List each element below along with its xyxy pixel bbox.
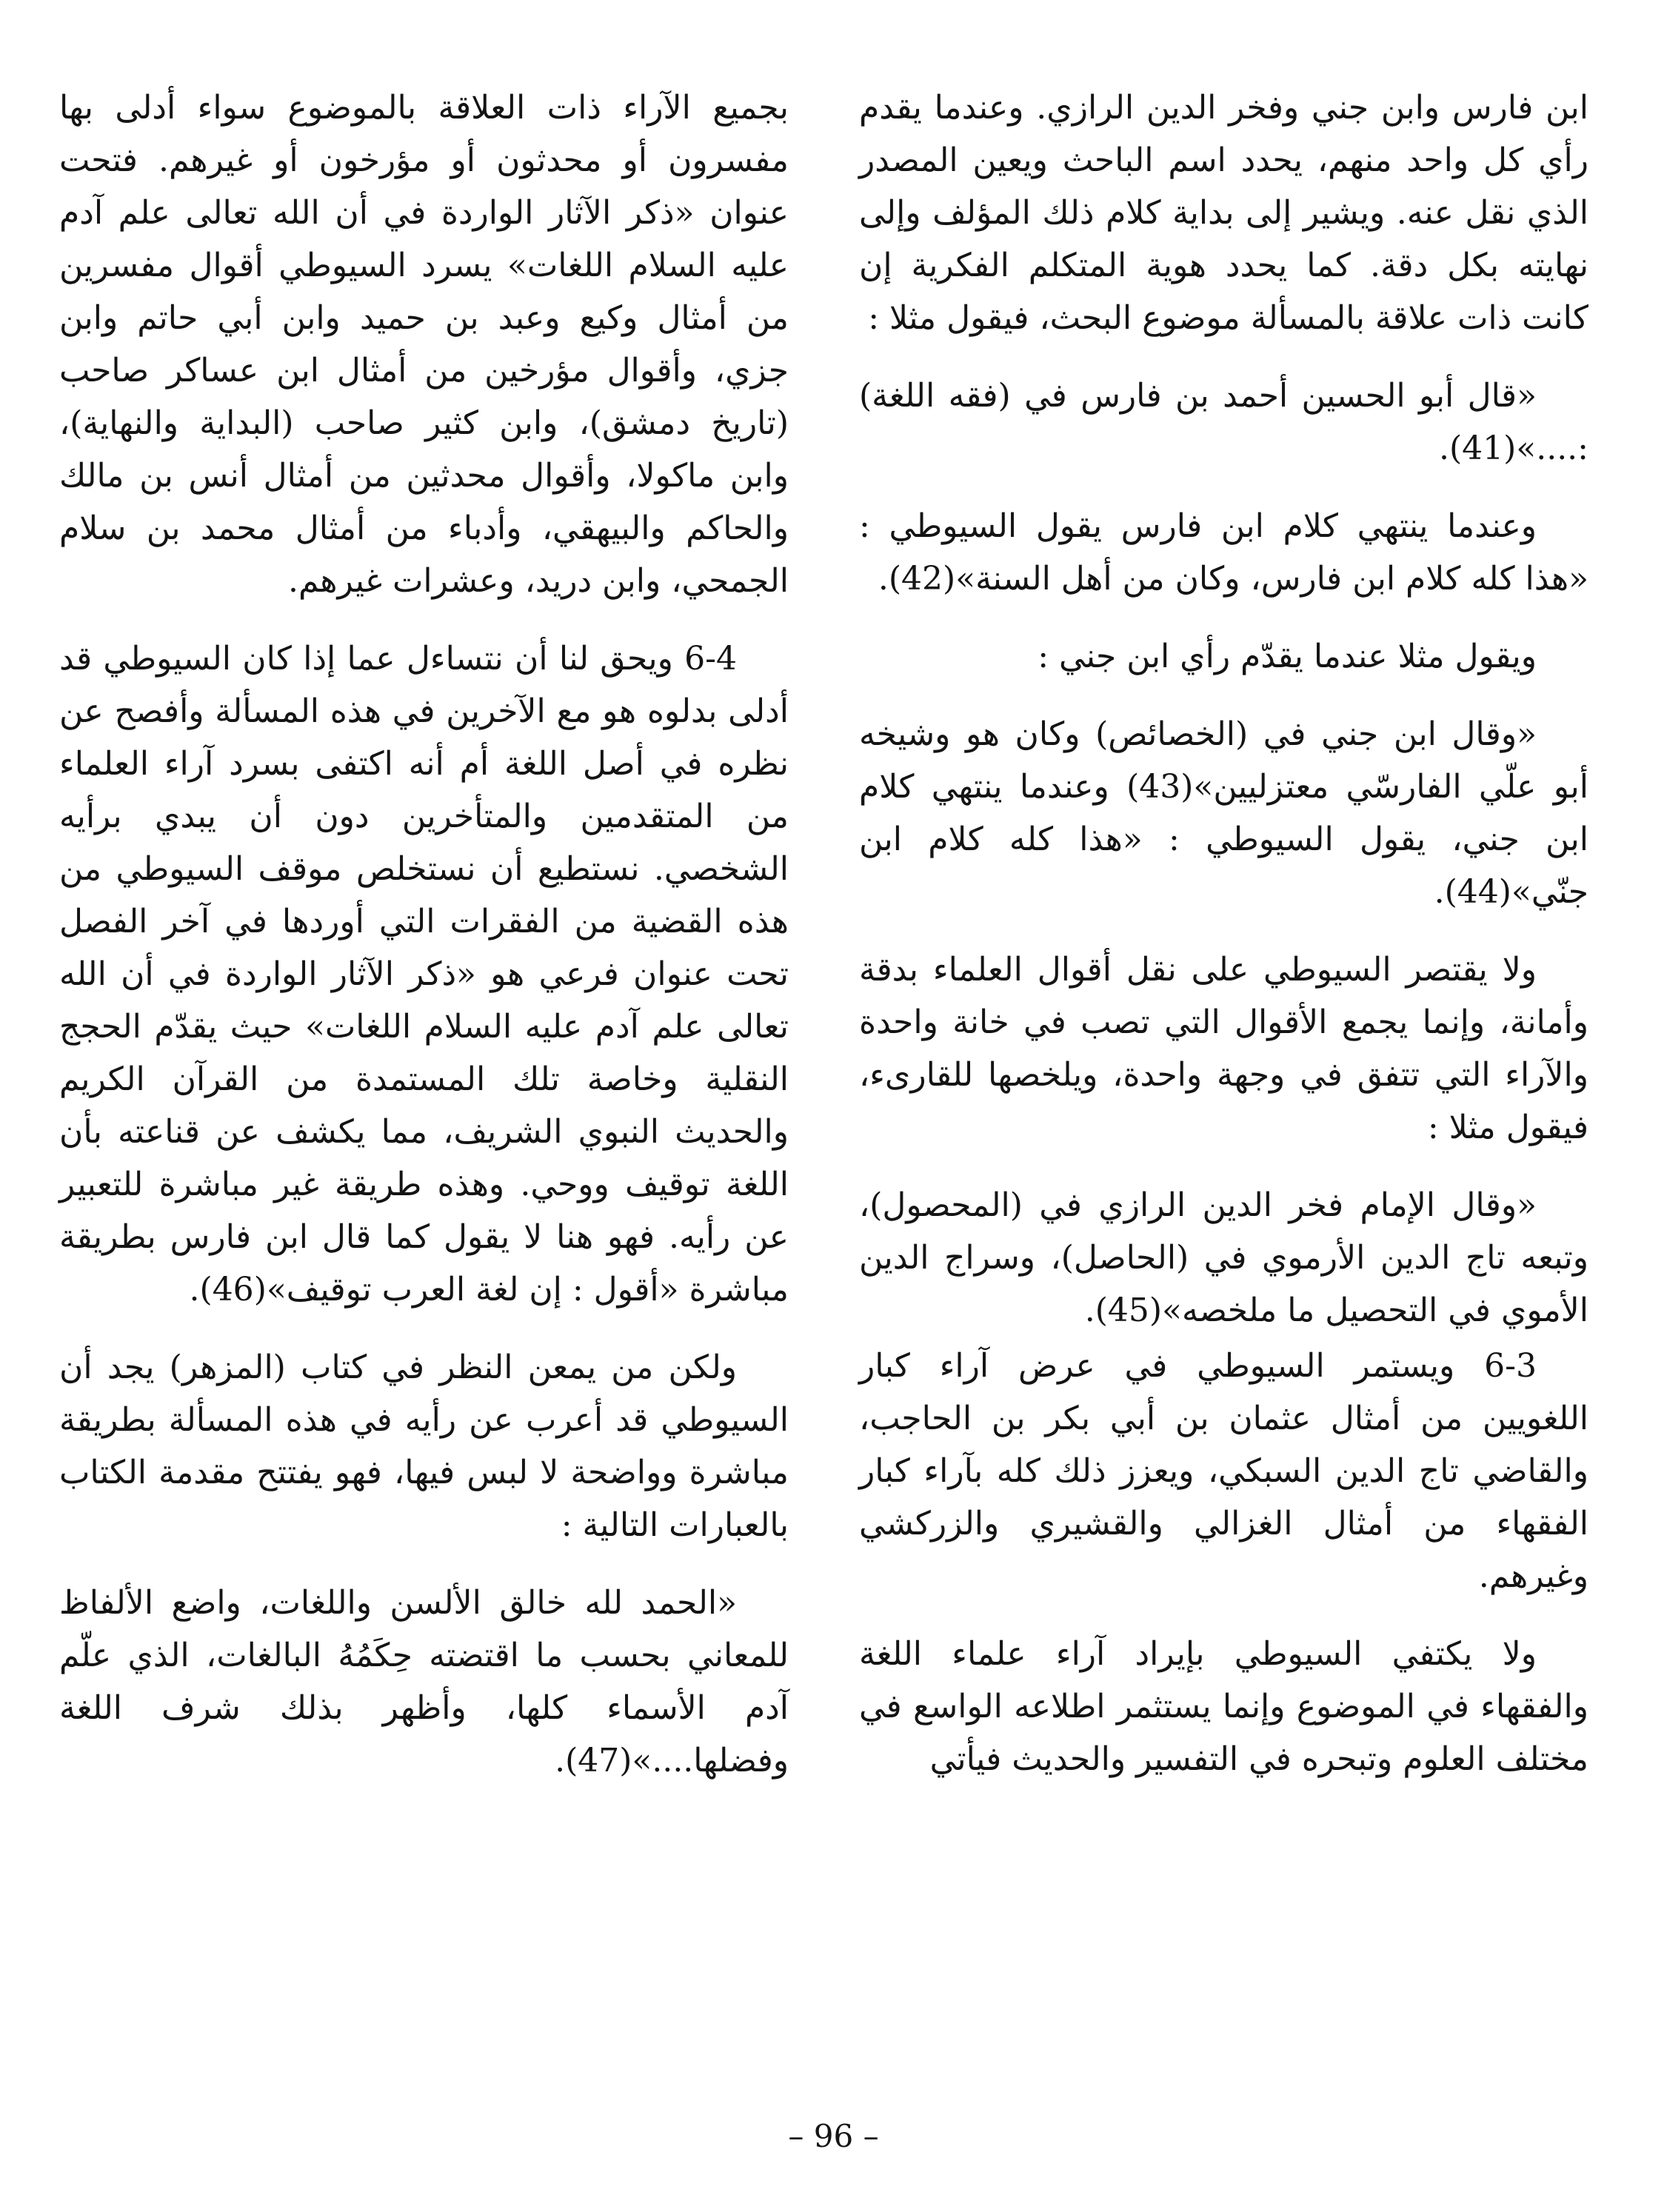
quote-paragraph: «وقال الإمام فخر الدين الرازي في (المحصول)، وتبعه تاج الدين الأرموي في (الحاصل)، وسراج الدين الأموي في التحصيل ما ملخصه»(45). (859, 1186, 1589, 1329)
section-paragraph: 6-4 ويحق لنا أن نتساءل عما إذا كان السيوطي قد أدلى بدلوه هو مع الآخرين في هذه المسألة وأفصح عن نظره في أصل اللغة أم أنه اكتفى بسرد آراء العلماء من المتقدمين والمتأخرين دون أن يبدي برأيه الشخصي. نستطيع أن نستخلص موقف السيوطي من هذه القضية من الفقرات التي أوردها في آخر الفصل تحت عنوان فرعي هو «ذكر الآثار الواردة في أن الله تعالى علم آدم عليه السلام اللغات» حيث يقدّم الحجج النقلية وخاصة تلك المستمدة من القرآن الكريم والحديث النبوي الشريف، مما يكشف عن قناعته بأن اللغة توقيف ووحي. وهذه طريقة غير مباشرة للتعبير عن رأيه. فهو هنا لا يقول كما قال ابن فارس بطريقة مباشرة «أقول : إن لغة العرب توقيف»(46). (59, 640, 789, 1309)
paragraph: بجميع الآراء ذات العلاقة بالموضوع سواء أدلى بها مفسرون أو محدثون أو مؤرخون أو غيرهم. فتحت عنوان «ذكر الآثار الواردة في أن الله تعالى علم آدم عليه السلام اللغات» يسرد السيوطي أقوال مفسرين من أمثال وكيع وعبد بن حميد وابن أبي حاتم وابن جزي، وأقوال مؤرخين من أمثال ابن عساكر صاحب (تاريخ دمشق)، وابن كثير صاحب (البداية والنهاية)، وابن ماكولا، وأقوال محدثين من أمثال أنس بن مالك والحاكم والبيهقي، وأدباء من أمثال محمد بن سلام الجمحي، وابن دريد، وعشرات غيرهم. (59, 89, 789, 600)
quote-paragraph: «الحمد لله خالق الألسن واللغات، واضع الألفاظ للمعاني بحسب ما اقتضته حِكَمُهُ البالغات، الذي علّم آدم الأسماء كلها، وأظهر بذلك شرف اللغة وفضلها....»(47). (59, 1584, 789, 1780)
paragraph: ولا يقتصر السيوطي على نقل أقوال العلماء بدقة وأمانة، وإنما يجمع الأقوال التي تصب في خانة واحدة والآراء التي تتفق في وجهة واحدة، ويلخصها للقارىء، فيقول مثلا : (859, 951, 1589, 1146)
section-paragraph: 6-3 ويستمر السيوطي في عرض آراء كبار اللغويين من أمثال عثمان بن أبي بكر بن الحاجب، والقاضي تاج الدين السبكي، ويعزز ذلك كله بآراء كبار الفقهاء من أمثال الغزالي والقشيري والزركشي وغيرهم. (859, 1347, 1589, 1595)
paragraph: وعندما ينتهي كلام ابن فارس يقول السيوطي : «هذا كله كلام ابن فارس، وكان من أهل السنة»(42). (859, 507, 1589, 598)
quote-paragraph: «قال أبو الحسين أحمد بن فارس في (فقه اللغة) :....»(41). (859, 377, 1589, 467)
paragraph: ولكن من يمعن النظر في كتاب (المزهر) يجد أن السيوطي قد أعرب عن رأيه في هذه المسألة بطريقة مباشرة وواضحة لا لبس فيها، فهو يفتتح مقدمة الكتاب بالعبارات التالية : (59, 1349, 789, 1544)
page-number: – 96 – (788, 2118, 879, 2154)
quote-paragraph: «وقال ابن جني في (الخصائص) وكان هو وشيخه أبو علّي الفارسّي معتزليين»(43) وعندما ينتهي كلام ابن جني، يقول السيوطي : «هذا كله كلام ابن جنّي»(44). (859, 715, 1589, 911)
left-column (59, 81, 789, 1812)
paragraph: ولا يكتفي السيوطي بإيراد آراء علماء اللغة والفقهاء في الموضوع وإنما يستثمر اطلاعه الواسع في مختلف العلوم وتبحره في التفسير والحديث فيأتي (859, 1635, 1589, 1778)
right-column (859, 81, 1589, 1811)
paragraph: ويقول مثلا عندما يقدّم رأي ابن جني : (1038, 638, 1537, 675)
paragraph: ابن فارس وابن جني وفخر الدين الرازي. وعندما يقدم رأي كل واحد منهم، يحدد اسم الباحث ويعين المصدر الذي نقل عنه. ويشير إلى بداية كلام ذلك المؤلف وإلى نهايته بكل دقة. كما يحدد هوية المتكلم الفكرية إن كانت ذات علاقة بالمسألة موضوع البحث، فيقول مثلا : (859, 89, 1589, 337)
